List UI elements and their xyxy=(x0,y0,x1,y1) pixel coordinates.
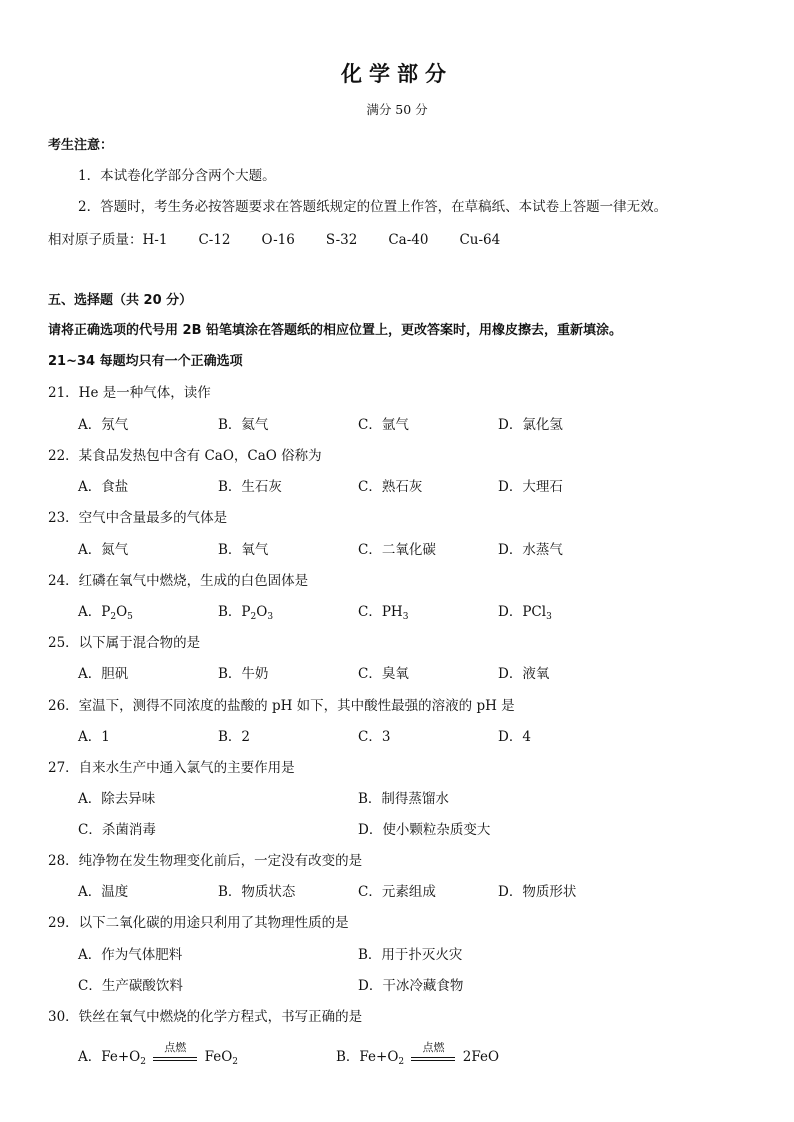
option-b: B．氧气 xyxy=(218,542,269,558)
atomic-mass-value: S-32 xyxy=(325,232,358,248)
option-c: C．熟石灰 xyxy=(358,479,423,495)
page-title: 化学部分 xyxy=(341,62,453,86)
full-score: 满分 50 分 xyxy=(366,102,428,117)
question-stem: 29．以下二氧化碳的用途只利用了其物理性质的是 xyxy=(48,915,349,931)
notice-heading: 考生注意： xyxy=(48,138,114,153)
option-d: D．PCl$_3$ xyxy=(498,604,552,622)
option-b: B．用于扑灭火灾 xyxy=(358,947,463,963)
question-stem: 23．空气中含量最多的气体是 xyxy=(48,510,228,526)
question-stem: 22．某食品发热包中含有 CaO，CaO 俗称为 xyxy=(48,448,322,464)
question-stem: 28．纯净物在发生物理变化前后，一定没有改变的是 xyxy=(48,853,363,869)
option-c: C．臭氧 xyxy=(358,666,409,682)
option-c: C．杀菌消毒 xyxy=(78,822,156,838)
option-a: A．1 xyxy=(78,729,110,745)
option-c: C．生产碳酸饮料 xyxy=(78,978,183,994)
option-d: D．物质形状 xyxy=(498,884,577,900)
option-b: B．2 xyxy=(218,729,251,745)
option-b: B．$P_2O_3$ xyxy=(218,604,274,622)
atomic-mass-value: Cu-64 xyxy=(459,232,501,248)
atomic-mass-row xyxy=(48,228,531,248)
option-a: A．作为气体肥料 xyxy=(78,947,183,963)
section-instruction: 请将正确选项的代号用 2B 铅笔填涂在答题纸的相应位置上，更改答案时，用橡皮擦去，重新填涂。 xyxy=(48,323,623,338)
question-stem: 27．自来水生产中通入氯气的主要作用是 xyxy=(48,760,295,776)
reaction-condition-arrow: 点燃 xyxy=(153,1051,197,1065)
option-d: D．液氧 xyxy=(498,666,550,682)
option-d: D．大理石 xyxy=(498,479,563,495)
option-a: A．温度 xyxy=(78,884,129,900)
option-c: C．二氧化碳 xyxy=(358,542,436,558)
option-c: C．元素组成 xyxy=(358,884,436,900)
option-d: D．4 xyxy=(498,729,531,745)
question-stem: 30．铁丝在氧气中燃烧的化学方程式，书写正确的是 xyxy=(48,1009,363,1025)
question-stem: 21．He 是一种气体，读作 xyxy=(48,385,211,401)
option-b: B．制得蒸馏水 xyxy=(358,791,449,807)
option-a: A．$P_2O_5$ xyxy=(78,604,133,622)
question-stem: 26．室温下，测得不同浓度的盐酸的 pH 如下，其中酸性最强的溶液的 pH 是 xyxy=(48,698,515,714)
notice-item: 2．答题时，考生务必按答题要求在答题纸规定的位置上作答，在草稿纸、本试卷上答题一律无效。 xyxy=(78,199,668,215)
option-a: A．除去异味 xyxy=(78,791,156,807)
option-a: A．氮气 xyxy=(78,542,129,558)
question-stem: 25．以下属于混合物的是 xyxy=(48,635,201,651)
option-b: B．生石灰 xyxy=(218,479,282,495)
option-c: C．3 xyxy=(358,729,391,745)
option-b: B．牛奶 xyxy=(218,666,269,682)
reaction-condition-arrow: 点燃 xyxy=(411,1051,455,1065)
option-b: B．物质状态 xyxy=(218,884,296,900)
atomic-mass-value: Ca-40 xyxy=(388,232,429,248)
option-c: C．$PH_3$ xyxy=(358,604,409,622)
section-title: 五、选择题（共 20 分） xyxy=(48,293,193,308)
atomic-mass-label: 相对原子质量： xyxy=(48,232,143,248)
atomic-mass-value: H-1 xyxy=(142,232,168,248)
option-d: D．使小颗粒杂质变大 xyxy=(358,822,491,838)
atomic-mass-value: C-12 xyxy=(198,232,231,248)
option-d: D．氯化氢 xyxy=(498,417,563,433)
question-stem: 24．红磷在氧气中燃烧，生成的白色固体是 xyxy=(48,573,309,589)
option-a: A．胆矾 xyxy=(78,666,129,682)
section-subheading: 21~34 每题均只有一个正确选项 xyxy=(48,354,243,369)
option-a: A．食盐 xyxy=(78,479,129,495)
option-d: D．干冰冷藏食物 xyxy=(358,978,464,994)
notice-item: 1．本试卷化学部分含两个大题。 xyxy=(78,168,276,184)
option-b: B．氦气 xyxy=(218,417,269,433)
option-a: A．$Fe+O_2$ 点燃 FeO$_2$ xyxy=(78,1040,238,1067)
option-b: B．$Fe+O_2$ 点燃 2FeO xyxy=(336,1040,500,1067)
option-c: C．氩气 xyxy=(358,417,409,433)
option-a: A．氖气 xyxy=(78,417,129,433)
atomic-mass-value: O-16 xyxy=(261,232,295,248)
option-d: D．水蒸气 xyxy=(498,542,563,558)
